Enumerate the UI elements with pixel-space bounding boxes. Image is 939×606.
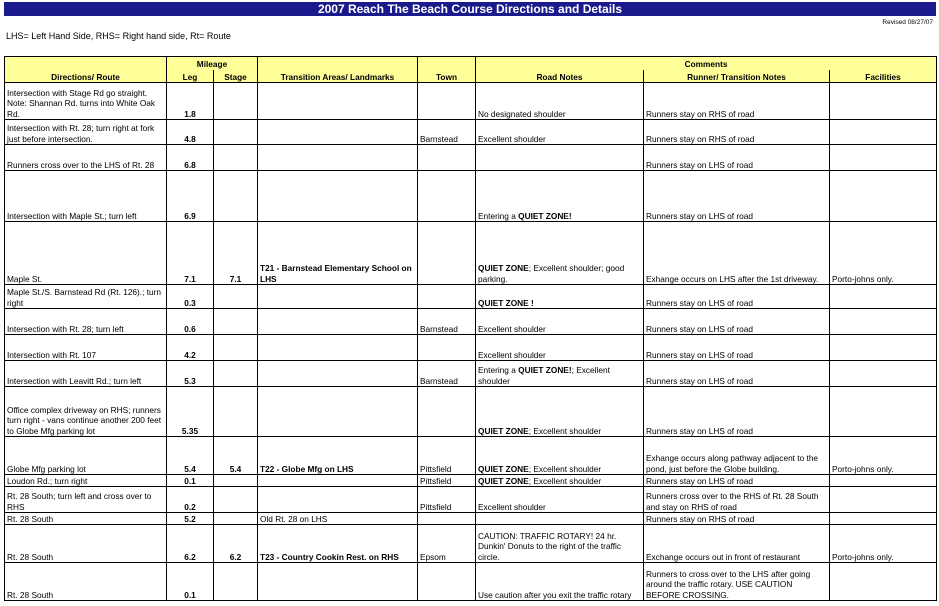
facilities-cell: Porto-johns only. [830, 437, 937, 475]
facilities-cell [830, 361, 937, 387]
header-comments: Comments [476, 57, 937, 70]
header-transition-top [258, 57, 418, 70]
facilities-cell [830, 513, 937, 525]
town-cell [418, 222, 476, 285]
transition-cell [258, 335, 418, 361]
stage-mileage-cell [214, 387, 258, 437]
transition-cell [258, 285, 418, 309]
leg-mileage-cell: 4.8 [167, 120, 214, 145]
leg-mileage-cell: 4.2 [167, 335, 214, 361]
road-notes-cell [476, 387, 644, 437]
stage-mileage-cell [214, 309, 258, 335]
leg-mileage-cell: 5.2 [167, 513, 214, 525]
road-notes-cell: Excellent shoulder [476, 120, 644, 145]
facilities-cell [830, 335, 937, 361]
header-mileage: Mileage [167, 57, 258, 70]
direction-cell: Runners cross over to the LHS of Rt. 28 [5, 145, 167, 171]
facilities-cell: Porto-johns only. [830, 222, 937, 285]
stage-mileage-cell: 7.1 [214, 222, 258, 285]
runner-notes-cell: Exhange occurs on LHS after the 1st driveway. [644, 222, 830, 285]
table-row [5, 525, 937, 563]
abbreviation-legend: LHS= Left Hand Side, RHS= Right hand side, Rt= Route [6, 31, 231, 41]
town-cell: Epsom [418, 525, 476, 563]
facilities-cell: Porto-johns only. [830, 525, 937, 563]
transition-cell [258, 437, 418, 475]
leg-mileage-cell: 7.1 [167, 222, 214, 285]
facilities-cell [830, 475, 937, 487]
facilities-cell [830, 83, 937, 120]
transition-cell [258, 387, 418, 437]
town-cell [418, 387, 476, 437]
stage-mileage-cell: 6.2 [214, 525, 258, 563]
runner-notes-cell: Runners stay on LHS of road [644, 335, 830, 361]
facilities-cell [830, 120, 937, 145]
runner-notes-cell: Runners stay on LHS of road [644, 285, 830, 309]
table-row [5, 309, 937, 335]
stage-mileage-cell [214, 335, 258, 361]
revised-date: Revised 08/27/07 [882, 19, 933, 26]
town-cell [418, 171, 476, 222]
road-notes-cell-bold: QUIET ZONE [478, 463, 529, 474]
facilities-cell [830, 171, 937, 222]
road-notes-cell: Excellent shoulder [476, 309, 644, 335]
town-cell [418, 513, 476, 525]
table-row [5, 222, 937, 285]
transition-cell [258, 145, 418, 171]
facilities-cell [830, 285, 937, 309]
stage-mileage-cell [214, 475, 258, 487]
direction-cell: Rt. 28 South [5, 563, 167, 601]
stage-mileage-cell [214, 487, 258, 513]
header-town: Town [418, 70, 476, 83]
road-notes-cell [476, 285, 644, 309]
table-row [5, 285, 937, 309]
road-notes-cell-bold: QUIET ZONE [478, 425, 529, 436]
road-notes-cell-post: ; Excellent shoulder [528, 425, 602, 436]
road-notes-cell: CAUTION: TRAFFIC ROTARY! 24 hr. Dunkin' Donuts to the right of the traffic circle. [476, 525, 644, 563]
road-notes-cell-bold: QUIET ZONE! [518, 210, 572, 221]
road-notes-cell-post: ; Excellent shoulder; good parking. [478, 263, 625, 284]
page-title: 2007 Reach The Beach Course Directions and Details [4, 2, 936, 16]
table-row [5, 475, 937, 487]
runner-notes-cell: Runners stay on LHS of road [644, 145, 830, 171]
table-row [5, 437, 937, 475]
leg-mileage-cell: 6.2 [167, 525, 214, 563]
direction-cell: Office complex driveway on RHS; runners turn right - vans continue another 200 feet to Globe Mfg parking lot [5, 387, 167, 437]
runner-notes-cell: Runners stay on LHS of road [644, 387, 830, 437]
header-directions-top [5, 57, 167, 70]
direction-cell: Globe Mfg parking lot [5, 437, 167, 475]
direction-cell: Intersection with Maple St.; turn left [5, 171, 167, 222]
leg-mileage-cell: 0.2 [167, 487, 214, 513]
direction-cell: Intersection with Rt. 28; turn right at fork just before intersection. [5, 120, 167, 145]
direction-cell: Maple St. [5, 222, 167, 285]
road-notes-cell [476, 222, 644, 285]
stage-mileage-cell: 5.4 [214, 437, 258, 475]
runner-notes-cell: Runners stay on LHS of road [644, 361, 830, 387]
road-notes-cell: Excellent shoulder [476, 335, 644, 361]
direction-cell: Maple St./S. Barnstead Rd (Rt. 126).; turn right [5, 285, 167, 309]
town-cell [418, 285, 476, 309]
road-notes-cell [476, 145, 644, 171]
table-row [5, 487, 937, 513]
road-notes-cell-pre: Entering a [478, 365, 519, 376]
transition-cell [258, 171, 418, 222]
leg-mileage-cell: 5.3 [167, 361, 214, 387]
road-notes-cell: No designated shoulder [476, 83, 644, 120]
header-transition: Transition Areas/ Landmarks [258, 70, 418, 83]
road-notes-cell-bold: QUIET ZONE ! [478, 297, 534, 308]
table-row [5, 335, 937, 361]
transition-cell [258, 525, 418, 563]
runner-notes-cell: Runners stay on RHS of road [644, 120, 830, 145]
leg-mileage-cell: 1.8 [167, 83, 214, 120]
direction-cell: Intersection with Rt. 107 [5, 335, 167, 361]
table-row [5, 361, 937, 387]
transition-cell-bold: T21 - Barnstead Elementary School on LHS [260, 263, 412, 284]
header-facilities: Facilities [830, 70, 937, 83]
table-row [5, 387, 937, 437]
road-notes-cell-bold: QUIET ZONE [478, 475, 529, 486]
facilities-cell [830, 145, 937, 171]
leg-mileage-cell: 0.3 [167, 285, 214, 309]
road-notes-cell-post: ; Excellent shoulder [528, 463, 602, 474]
header-road-notes: Road Notes [476, 70, 644, 83]
direction-cell: Intersection with Rt. 28; turn left [5, 309, 167, 335]
leg-mileage-cell: 5.35 [167, 387, 214, 437]
facilities-cell [830, 387, 937, 437]
transition-cell: Old Rt. 28 on LHS [258, 513, 418, 525]
road-notes-cell-post: ; Excellent shoulder [528, 475, 602, 486]
road-notes-cell: Excellent shoulder [476, 487, 644, 513]
transition-cell [258, 120, 418, 145]
direction-cell: Rt. 28 South [5, 525, 167, 563]
road-notes-cell-post: ; Excellent shoulder [478, 365, 610, 386]
runner-notes-cell: Runners stay on LHS of road [644, 475, 830, 487]
town-cell [418, 145, 476, 171]
runner-notes-cell: Exhange occurs along pathway adjacent to the pond, just before the Globe building. [644, 437, 830, 475]
town-cell: Pittsfield [418, 487, 476, 513]
table-row [5, 513, 937, 525]
leg-mileage-cell: 6.9 [167, 171, 214, 222]
facilities-cell [830, 563, 937, 601]
facilities-cell [830, 487, 937, 513]
road-notes-cell [476, 171, 644, 222]
road-notes-cell [476, 513, 644, 525]
transition-cell-bold: T23 - Country Cookin Rest. on RHS [260, 551, 399, 562]
road-notes-cell-bold: QUIET ZONE! [518, 365, 572, 376]
runner-notes-cell: Runners stay on LHS of road [644, 309, 830, 335]
road-notes-cell [476, 361, 644, 387]
town-cell: Barnstead [418, 120, 476, 145]
table-row [5, 563, 937, 601]
table-row [5, 171, 937, 222]
transition-cell [258, 475, 418, 487]
runner-notes-cell: Runners stay on RHS of road [644, 83, 830, 120]
transition-cell [258, 487, 418, 513]
road-notes-cell: Use caution after you exit the traffic rotary [476, 563, 644, 601]
table-row [5, 145, 937, 171]
transition-cell [258, 222, 418, 285]
stage-mileage-cell [214, 145, 258, 171]
transition-cell [258, 361, 418, 387]
stage-mileage-cell [214, 120, 258, 145]
town-cell: Barnstead [418, 309, 476, 335]
header-directions: Directions/ Route [5, 70, 167, 83]
runner-notes-cell: Runners to cross over to the LHS after going around the traffic rotary. USE CAUTION BEFORE CROSSING. [644, 563, 830, 601]
leg-mileage-cell: 0.6 [167, 309, 214, 335]
table-row [5, 120, 937, 145]
course-directions-table [4, 56, 937, 601]
town-cell: Barnstead [418, 361, 476, 387]
leg-mileage-cell: 5.4 [167, 437, 214, 475]
town-cell: Pittsfield [418, 475, 476, 487]
header-leg: Leg [167, 70, 214, 83]
table-body [5, 83, 937, 601]
header-runner-notes: Runner/ Transition Notes [644, 70, 830, 83]
stage-mileage-cell [214, 83, 258, 120]
runner-notes-cell: Runners stay on LHS of road [644, 171, 830, 222]
runner-notes-cell: Exchange occurs out in front of restaurant [644, 525, 830, 563]
transition-cell [258, 83, 418, 120]
stage-mileage-cell [214, 513, 258, 525]
facilities-cell [830, 309, 937, 335]
direction-cell: Loudon Rd.; turn right [5, 475, 167, 487]
leg-mileage-cell: 0.1 [167, 475, 214, 487]
direction-cell: Rt. 28 South; turn left and cross over to RHS [5, 487, 167, 513]
direction-cell: Rt. 28 South [5, 513, 167, 525]
direction-cell: Intersection with Leavitt Rd.; turn left [5, 361, 167, 387]
transition-cell-bold: T22 - Globe Mfg on LHS [260, 463, 354, 474]
leg-mileage-cell: 6.8 [167, 145, 214, 171]
direction-cell: Intersection with Stage Rd go straight. Note: Shannan Rd. turns into White Oak Rd. [5, 83, 167, 120]
town-cell: Pittsfield [418, 437, 476, 475]
header-town-top [418, 57, 476, 70]
stage-mileage-cell [214, 285, 258, 309]
town-cell [418, 335, 476, 361]
transition-cell [258, 309, 418, 335]
road-notes-cell [476, 475, 644, 487]
road-notes-cell [476, 437, 644, 475]
town-cell [418, 83, 476, 120]
leg-mileage-cell: 0.1 [167, 563, 214, 601]
stage-mileage-cell [214, 171, 258, 222]
transition-cell [258, 563, 418, 601]
header-stage: Stage [214, 70, 258, 83]
road-notes-cell-pre: Entering a [478, 210, 519, 221]
table-row [5, 83, 937, 120]
runner-notes-cell: Runners cross over to the RHS of Rt. 28 South and stay on RHS of road [644, 487, 830, 513]
road-notes-cell-bold: QUIET ZONE [478, 263, 529, 274]
stage-mileage-cell [214, 563, 258, 601]
stage-mileage-cell [214, 361, 258, 387]
town-cell [418, 563, 476, 601]
runner-notes-cell: Runners stay on RHS of road [644, 513, 830, 525]
